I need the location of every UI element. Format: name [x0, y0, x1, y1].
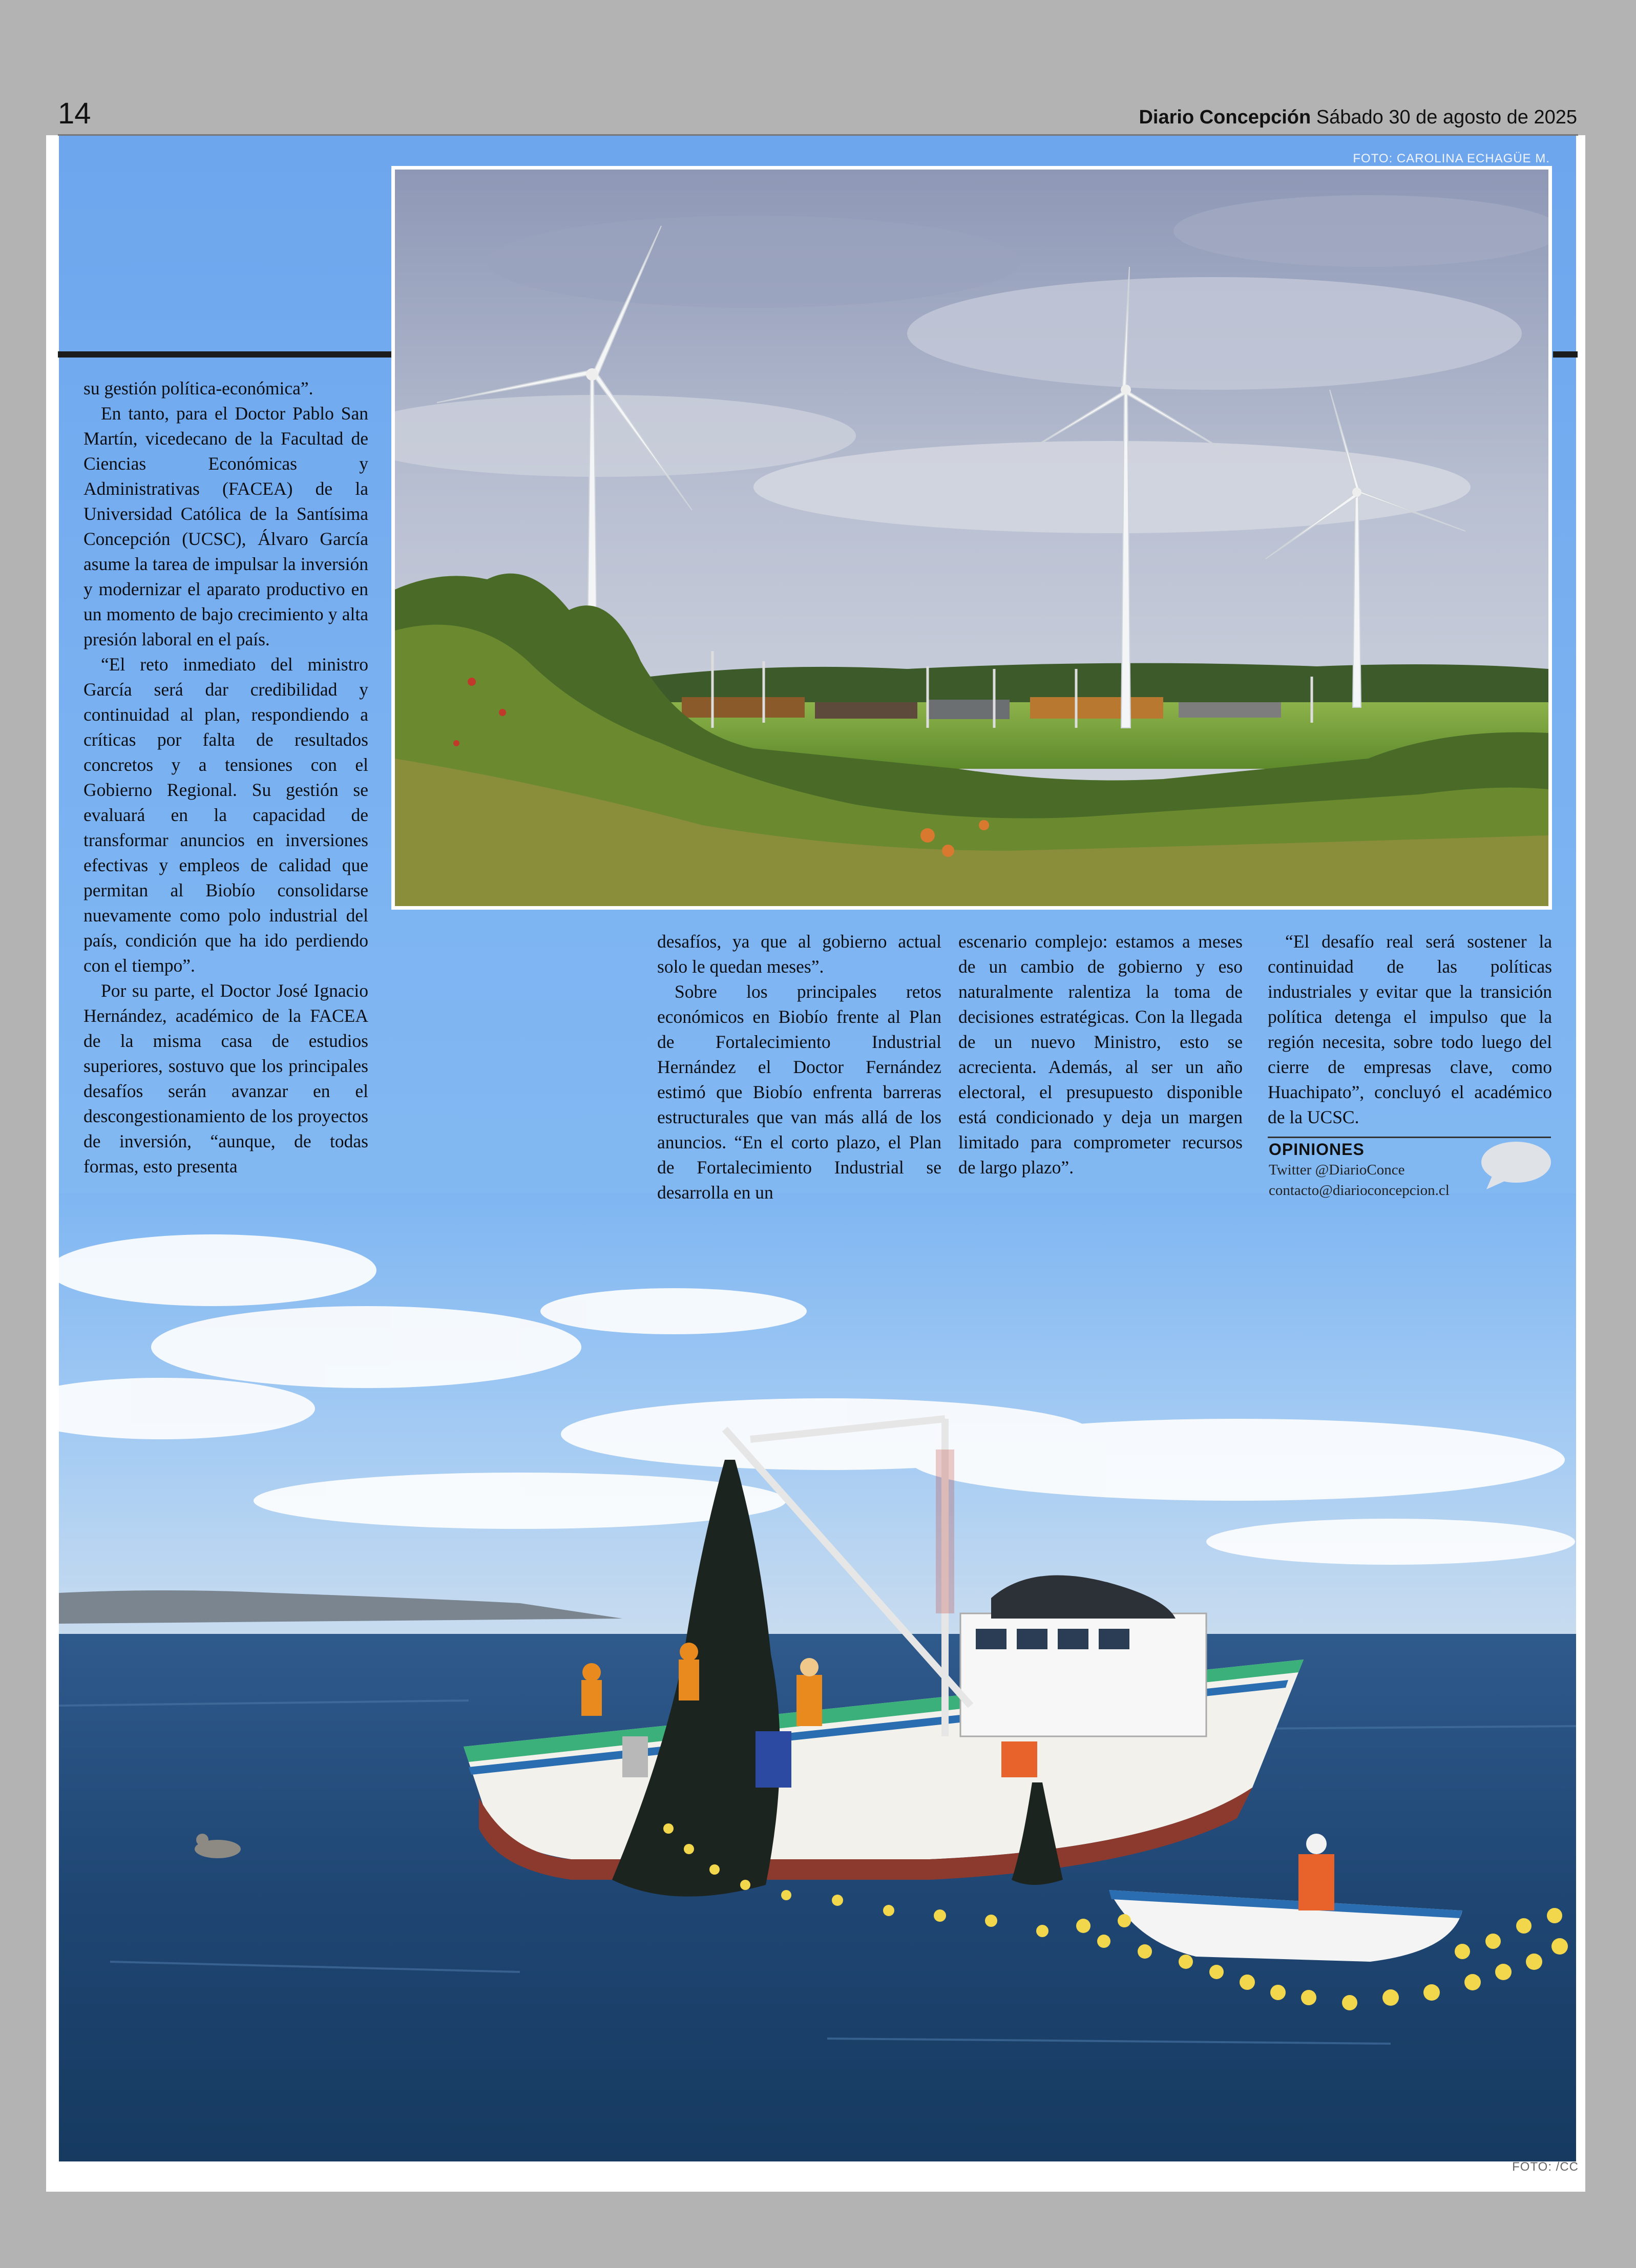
fishing-boat-photo[interactable]: [59, 1193, 1576, 2161]
article-column-2: [657, 929, 941, 1205]
opinions-title: OPINIONES: [1269, 1140, 1365, 1159]
bottom-photo-credit: FOTO: /CC: [1512, 2160, 1579, 2174]
publication-date: Sábado 30 de agosto de 2025: [1316, 107, 1577, 128]
page-number: 14: [58, 97, 91, 130]
speech-bubble-icon: [1477, 1139, 1554, 1190]
fishing-boat-illustration: [59, 1193, 1576, 2161]
paragraph: “El desafío real será sostener la continuidad de las políticas industriales y evitar que la transición política detenga el impulso que la región necesita, sobre todo luego del cierre de empresas clave, como Huachipato”, concluyó el académico de la UCSC.: [1268, 931, 1552, 1127]
paragraph: “El reto inmediato del ministro García será dar credibilidad y continuidad al plan, respondiendo a críticas por falta de resultados concretos y a tensiones con el Gobierno Regional. Su gestión se evaluará en la capacidad de transformar anuncios en inversiones efectivas y empleos de calidad que permitan al Biobío consolidarse nuevamente como polo industrial del país, condición que ha ido perdiendo con el tiempo”.: [83, 654, 368, 976]
paragraph: desafíos, ya que al gobierno actual solo le quedan meses”.: [657, 931, 941, 977]
article-column-4: [1268, 929, 1552, 1130]
publication-name: Diario Concepción: [1139, 107, 1311, 128]
article-column-1: [83, 376, 368, 1206]
paragraph: En tanto, para el Doctor Pablo San Martín, vicedecano de la Facultad de Ciencias Económicas y Administrativas (FACEA) de la Universidad Católica de la Santísima Concepción (UCSC), Álvaro García asume la tarea de impulsar la inversión y modernizar el aparato productivo en un momento de bajo crecimiento y alta presión laboral en el país.: [83, 403, 368, 649]
article-column-3: [958, 929, 1243, 1180]
opinions-rule: [1268, 1137, 1551, 1138]
section-rule-left: [58, 351, 393, 358]
section-rule-right: [1553, 351, 1578, 358]
paragraph: Por su parte, el Doctor José Ignacio Hernández, académico de la FACEA de la misma casa de estudios superiores, sostuvo que los principales desafíos serán avanzar en el descongestionamiento de los proyectos de inversión, “aunque, de todas formas, esto presenta: [83, 980, 368, 1177]
header-rule: [58, 134, 1578, 136]
wind-turbines-illustration: [395, 170, 1548, 906]
twitter-handle[interactable]: Twitter @DiarioConce: [1269, 1162, 1405, 1178]
paragraph: su gestión política-económica”.: [83, 378, 313, 398]
masthead: [1139, 107, 1577, 129]
contact-email[interactable]: contacto@diarioconcepcion.cl: [1269, 1182, 1450, 1199]
paragraph: escenario complejo: estamos a meses de un cambio de gobierno y eso naturalmente ralentiza la toma de decisiones estratégicas. Con la llegada de un nuevo Ministro, esto se acrecienta. Además, al ser un año electoral, el presupuesto disponible está condicionado y deja un margen limitado para comprometer recursos de largo plazo”.: [958, 931, 1243, 1178]
top-photo-credit: FOTO: CAROLINA ECHAGÜE M.: [1353, 152, 1550, 165]
paragraph: Sobre los principales retos económicos en Biobío frente al Plan de Fortalecimiento Industrial Hernández el Doctor Fernández estimó que Biobío enfrenta barreras estructurales que van más allá de los anuncios. “En el corto plazo, el Plan de Fortalecimiento Industrial se desarrolla en un: [657, 981, 941, 1203]
wind-turbines-photo[interactable]: [391, 166, 1552, 910]
